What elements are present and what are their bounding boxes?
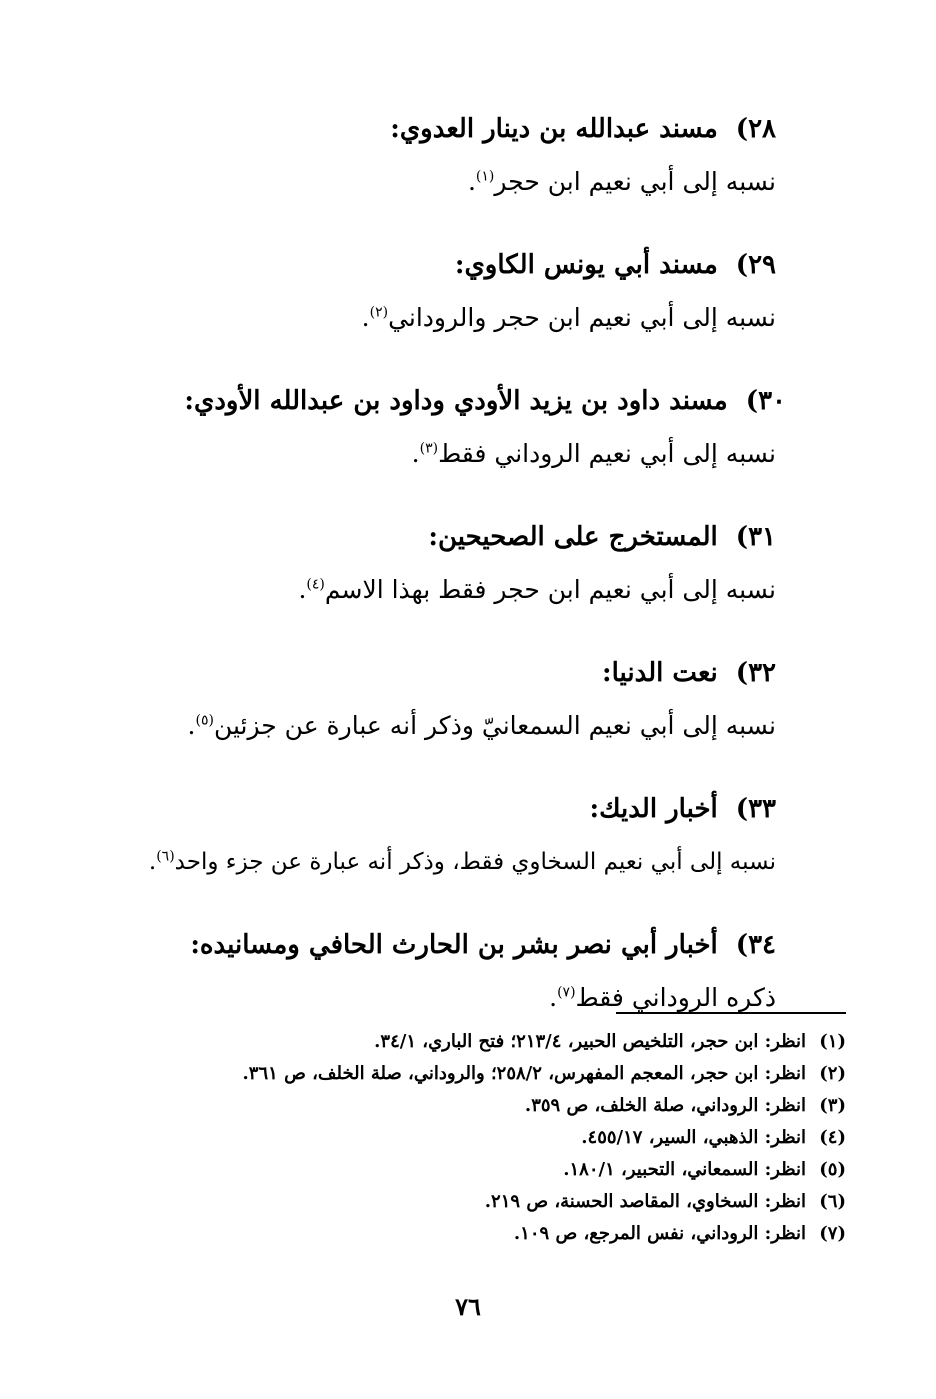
entry: [136, 644, 776, 750]
entry-body: ذكره الروداني فقط: [575, 983, 776, 1012]
entry: [136, 236, 776, 342]
footnote-ref[interactable]: (٣): [419, 440, 439, 457]
footnote-number: (٧): [819, 1223, 846, 1244]
entry: [136, 100, 776, 206]
entry-heading: [136, 100, 776, 158]
entry-text: [136, 566, 776, 614]
entry-number: ٣٢): [735, 658, 776, 688]
footnote: [56, 1090, 846, 1122]
entry-heading: [136, 372, 786, 430]
entry-body: نسبه إلى أبي نعيم ابن حجر: [494, 167, 776, 196]
footnote-text: انظر: الروداني، صلة الخلف، ص ٣٥٩.: [524, 1095, 806, 1116]
footnote-ref[interactable]: (٦): [156, 848, 175, 865]
entry-list: [136, 100, 786, 1052]
entry-end: .: [298, 575, 307, 604]
entry-body: نسبه إلى أبي نعيم السمعانيّ وذكر أنه عبارة عن جزئين: [213, 711, 776, 740]
entry-number: ٢٩): [735, 250, 776, 280]
entry-heading: [136, 780, 776, 838]
entry-number: ٢٨): [735, 114, 776, 144]
entry: [136, 508, 776, 614]
entry-text: [136, 702, 776, 750]
entry-number: ٣١): [735, 522, 776, 552]
entry-text: [136, 294, 776, 342]
entry-heading: [136, 916, 776, 974]
entry-text: [136, 838, 776, 886]
footnote-text: انظر: ابن حجر، التلخيص الحبير، ٢١٣/٤؛ فتح الباري، ٣٤/١.: [374, 1031, 806, 1052]
footnote-number: (٥): [819, 1159, 846, 1180]
entry-title: مسند أبي يونس الكاوي:: [454, 250, 718, 280]
footnote: [56, 1154, 846, 1186]
footnote-text: انظر: السمعاني، التحبير، ١٨٠/١.: [563, 1159, 806, 1180]
entry-title: أخبار أبي نصر بشر بن الحارث الحافي ومسانيده:: [190, 930, 718, 960]
entry: [136, 916, 776, 1022]
footnote-ref[interactable]: (١): [475, 168, 495, 185]
footnote-divider: [616, 1012, 846, 1014]
footnote: [56, 1058, 846, 1090]
entry-title: أخبار الديك:: [589, 794, 718, 824]
footnote-number: (٦): [819, 1191, 846, 1212]
page-number: ٧٦: [455, 1292, 481, 1321]
entry-end: .: [361, 303, 370, 332]
entry-title: مسند عبدالله بن دينار العدوي:: [390, 114, 718, 144]
footnote-text: انظر: السخاوي، المقاصد الحسنة، ص ٢١٩.: [484, 1191, 806, 1212]
entry-text: [136, 430, 776, 478]
footnote-text: انظر: الروداني، نفس المرجع، ص ١٠٩.: [513, 1223, 806, 1244]
footnote: [56, 1026, 846, 1058]
entry-end: .: [148, 849, 157, 875]
entry-body: نسبه إلى أبي نعيم الروداني فقط: [438, 439, 776, 468]
entry-number: ٣٠): [745, 386, 786, 416]
footnote-ref[interactable]: (٥): [195, 712, 214, 729]
entry-text: [136, 158, 776, 206]
entry-end: .: [187, 711, 196, 740]
entry-end: .: [467, 167, 476, 196]
footnote-ref[interactable]: (٤): [306, 576, 325, 593]
entry-title: المستخرج على الصحيحين:: [428, 522, 718, 552]
footnote-number: (١): [819, 1031, 846, 1052]
entry: [136, 780, 776, 886]
footnote: [56, 1186, 846, 1218]
entry-text: [136, 974, 776, 1022]
footnote-ref[interactable]: (٢): [369, 304, 389, 321]
footnote-number: (٣): [819, 1095, 846, 1116]
entry-body: نسبه إلى أبي نعيم السخاوي فقط، وذكر أنه عبارة عن جزء واحد: [174, 849, 776, 875]
entry-body: نسبه إلى أبي نعيم ابن حجر فقط بهذا الاسم: [324, 575, 776, 604]
footnote-ref[interactable]: (٧): [557, 984, 576, 1001]
entry: [136, 372, 786, 478]
entry-number: ٣٣): [735, 794, 776, 824]
footnote-number: (٤): [819, 1127, 846, 1148]
footnote: [56, 1122, 846, 1154]
entry-title: نعت الدنيا:: [601, 658, 718, 688]
entry-heading: [136, 508, 776, 566]
footnote: [56, 1218, 846, 1250]
entry-title: مسند داود بن يزيد الأودي وداود بن عبدالله الأودي:: [184, 386, 728, 416]
footnotes: [56, 1026, 846, 1250]
entry-heading: [136, 236, 776, 294]
entry-body: نسبه إلى أبي نعيم ابن حجر والروداني: [388, 303, 776, 332]
footnote-text: انظر: الذهبي، السير، ٤٥٥/١٧.: [581, 1127, 806, 1148]
entry-heading: [136, 644, 776, 702]
footnote-number: (٢): [819, 1063, 846, 1084]
entry-end: .: [549, 983, 558, 1012]
entry-number: ٣٤): [735, 930, 776, 960]
footnote-text: انظر: ابن حجر، المعجم المفهرس، ٢٥٨/٢؛ والروداني، صلة الخلف، ص ٣٦١.: [242, 1063, 806, 1084]
entry-end: .: [411, 439, 420, 468]
